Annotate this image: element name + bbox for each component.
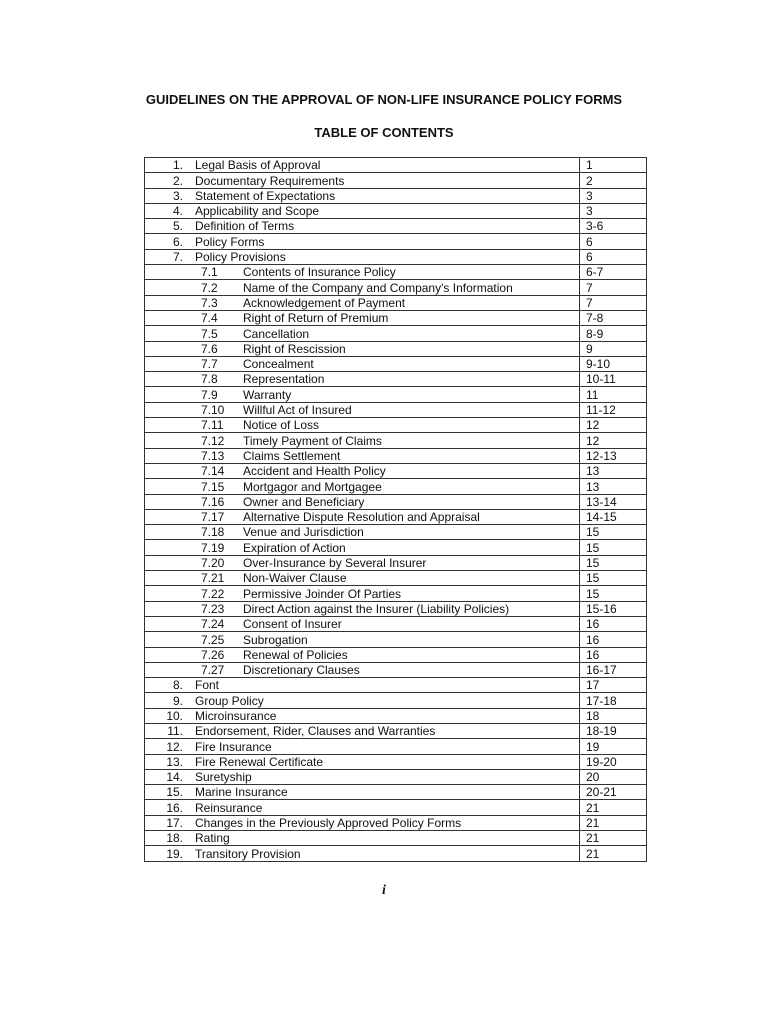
toc-entry-number: 7.26 [201,647,225,662]
toc-entry [145,678,580,693]
toc-entry-title: Applicability and Scope [195,204,320,219]
toc-entry-page: 9 [580,341,647,356]
toc-entry [145,616,580,631]
toc-row [145,387,647,402]
toc-entry-page: 21 [580,815,647,830]
toc-entry [145,739,580,754]
toc-entry [145,708,580,723]
toc-entry [145,800,580,815]
toc-entry-title: Microinsurance [195,708,277,723]
toc-entry-title: Expiration of Action [243,540,346,555]
toc-entry-page: 16 [580,616,647,631]
toc-entry [145,173,580,188]
toc-entry-page: 18-19 [580,723,647,738]
toc-entry-page: 21 [580,846,647,861]
toc-entry-number: 7.5 [201,326,218,341]
toc-entry-title: Consent of Insurer [243,617,342,632]
toc-entry-number: 7.6 [201,341,218,356]
toc-entry-page: 15 [580,586,647,601]
toc-entry [145,203,580,218]
toc-entry-title: Acknowledgement of Payment [243,295,406,310]
toc-entry-page: 6 [580,234,647,249]
toc-entry-title: Right of Return of Premium [243,311,389,326]
toc-entry-number: 7.11 [201,418,224,433]
toc-entry-title: Concealment [243,357,314,372]
toc-row [145,372,647,387]
toc-entry-page: 6 [580,249,647,264]
toc-entry-number: 13. [166,754,183,769]
toc-entry [145,540,580,555]
toc-entry-title: Suretyship [195,770,252,785]
toc-entry-title: Over-Insurance by Several Insurer [243,556,427,571]
toc-entry-number: 18. [166,831,183,846]
toc-entry [145,418,580,433]
toc-entry-number: 14. [166,770,183,785]
toc-entry-number: 5. [172,219,183,234]
toc-entry-number: 7.19 [201,540,225,555]
toc-entry-page: 7 [580,295,647,310]
toc-entry-title: Endorsement, Rider, Clauses and Warranties [195,724,436,739]
toc-row [145,586,647,601]
toc-entry [145,586,580,601]
toc-entry [145,158,580,173]
toc-entry-page: 16 [580,647,647,662]
toc-entry-page: 14-15 [580,509,647,524]
toc-entry [145,387,580,402]
toc-entry-title: Definition of Terms [195,219,295,234]
toc-entry [145,402,580,417]
toc-entry-page: 12-13 [580,448,647,463]
toc-entry [145,723,580,738]
toc-entry-page: 8-9 [580,326,647,341]
toc-entry-number: 7.1 [201,265,218,280]
toc-entry-title: Reinsurance [195,800,263,815]
toc-entry-page: 15-16 [580,601,647,616]
toc-entry-number: 9. [172,693,183,708]
toc-row [145,158,647,173]
toc-row [145,188,647,203]
toc-entry-number: 8. [172,678,183,693]
toc-entry-page: 3-6 [580,219,647,234]
toc-row [145,418,647,433]
toc-entry-page: 17 [580,678,647,693]
toc-row [145,571,647,586]
toc-entry-title: Group Policy [195,693,264,708]
toc-entry [145,632,580,647]
toc-entry [145,219,580,234]
toc-row [145,647,647,662]
toc-entry-title: Venue and Jurisdiction [243,525,364,540]
toc-entry [145,494,580,509]
toc-entry-title: Rating [195,831,230,846]
toc-entry-number: 3. [172,188,183,203]
toc-entry-page: 1 [580,158,647,173]
toc-entry-number: 19. [166,846,183,861]
toc-entry [145,234,580,249]
toc-row [145,846,647,861]
toc-row [145,310,647,325]
toc-entry-title: Claims Settlement [243,448,341,463]
toc-entry-title: Transitory Provision [195,846,301,861]
toc-entry-title: Cancellation [243,326,310,341]
toc-entry [145,815,580,830]
toc-entry-title: Name of the Company and Company's Information [243,280,513,295]
toc-row [145,280,647,295]
toc-entry-title: Mortgagor and Mortgagee [243,479,382,494]
toc-entry [145,341,580,356]
toc-entry-title: Subrogation [243,632,308,647]
toc-entry-number: 7.4 [201,311,218,326]
toc-entry-number: 7.16 [201,494,225,509]
toc-entry-title: Owner and Beneficiary [243,494,365,509]
toc-row [145,693,647,708]
toc-entry-page: 20 [580,769,647,784]
toc-entry-page: 12 [580,418,647,433]
toc-entry-page: 15 [580,540,647,555]
toc-row [145,601,647,616]
toc-entry-number: 7.21 [201,571,225,586]
toc-entry [145,769,580,784]
toc-entry-page: 12 [580,433,647,448]
toc-entry-page: 17-18 [580,693,647,708]
toc-row [145,219,647,234]
toc-row [145,402,647,417]
toc-row [145,341,647,356]
toc-entry-page: 16-17 [580,662,647,677]
toc-entry-title: Documentary Requirements [195,173,345,188]
toc-entry-number: 7.22 [201,586,225,601]
toc-entry [145,525,580,540]
toc-entry-title: Direct Action against the Insurer (Liability Policies) [243,601,510,616]
toc-row [145,815,647,830]
toc-body [145,158,647,862]
toc-entry-title: Renewal of Policies [243,647,348,662]
toc-row [145,463,647,478]
toc-entry-number: 7.23 [201,601,225,616]
toc-entry-number: 4. [172,204,183,219]
toc-entry-page: 7-8 [580,310,647,325]
toc-entry-page: 9-10 [580,356,647,371]
toc-entry-page: 13 [580,479,647,494]
toc-entry-page: 21 [580,800,647,815]
toc-entry-number: 7.24 [201,617,225,632]
toc-entry-page: 13 [580,463,647,478]
toc-entry-title: Fire Renewal Certificate [195,754,324,769]
toc-entry-title: Warranty [243,387,292,402]
toc-entry-page: 2 [580,173,647,188]
toc-entry-title: Discretionary Clauses [243,663,360,678]
toc-entry-page: 10-11 [580,372,647,387]
toc-entry [145,831,580,846]
toc-entry-title: Alternative Dispute Resolution and Appraisal [243,510,480,525]
toc-entry-page: 19-20 [580,754,647,769]
toc-row [145,800,647,815]
toc-entry-title: Policy Forms [195,234,265,249]
toc-row [145,479,647,494]
toc-heading: TABLE OF CONTENTS [314,125,454,140]
toc-entry-number: 16. [166,800,183,815]
toc-entry-number: 7.18 [201,525,225,540]
toc-entry-number: 7.10 [201,403,225,418]
toc-row [145,540,647,555]
toc-entry [145,754,580,769]
toc-row [145,326,647,341]
toc-row [145,769,647,784]
toc-row [145,785,647,800]
toc-entry-page: 16 [580,632,647,647]
toc-row [145,632,647,647]
toc-entry [145,555,580,570]
toc-entry-page: 7 [580,280,647,295]
toc-entry [145,846,580,861]
toc-row [145,831,647,846]
toc-entry-page: 15 [580,525,647,540]
toc-entry-number: 7. [172,250,183,265]
toc-row [145,708,647,723]
toc-entry [145,280,580,295]
toc-entry-title: Fire Insurance [195,739,272,754]
toc-entry-number: 7.3 [201,295,218,310]
toc-row [145,662,647,677]
toc-entry-number: 12. [166,739,183,754]
toc-entry-number: 10. [166,708,183,723]
toc-entry [145,601,580,616]
toc-entry [145,265,580,280]
toc-entry-number: 1. [172,158,183,173]
toc-row [145,234,647,249]
toc-row [145,678,647,693]
toc-entry-page: 19 [580,739,647,754]
toc-entry-title: Right of Rescission [243,341,346,356]
toc-row [145,433,647,448]
toc-row [145,739,647,754]
toc-entry [145,249,580,264]
toc-entry-page: 11-12 [580,402,647,417]
toc-row [145,265,647,280]
toc-entry-number: 7.8 [201,372,218,387]
document-title: GUIDELINES ON THE APPROVAL OF NON-LIFE INSURANCE POLICY FORMS [145,92,623,107]
toc-entry-title: Font [195,678,220,693]
toc-entry-title: Representation [243,372,325,387]
toc-entry-page: 15 [580,555,647,570]
toc-entry [145,662,580,677]
toc-entry-number: 11. [167,724,183,739]
toc-entry [145,326,580,341]
toc-entry-title: Statement of Expectations [195,188,336,203]
toc-entry-number: 7.25 [201,632,225,647]
toc-entry-title: Willful Act of Insured [243,403,352,418]
toc-entry-page: 13-14 [580,494,647,509]
toc-row [145,754,647,769]
toc-entry-number: 7.15 [201,479,225,494]
toc-entry [145,295,580,310]
toc-row [145,616,647,631]
toc-entry-page: 11 [580,387,647,402]
toc-entry-page: 3 [580,188,647,203]
toc-entry [145,571,580,586]
toc-entry-number: 7.13 [201,448,225,463]
toc-row [145,356,647,371]
toc-entry-number: 7.27 [201,663,225,678]
toc-entry [145,448,580,463]
toc-row [145,448,647,463]
toc-entry-number: 7.12 [201,433,225,448]
toc-entry-number: 15. [166,785,183,800]
toc-entry [145,356,580,371]
toc-entry [145,188,580,203]
toc-entry [145,509,580,524]
toc-entry [145,647,580,662]
toc-entry-title: Changes in the Previously Approved Policy Forms [195,816,462,831]
toc-entry [145,785,580,800]
toc-entry [145,433,580,448]
toc-entry [145,479,580,494]
toc-row [145,494,647,509]
toc-entry-number: 7.9 [201,387,218,402]
toc-row [145,509,647,524]
toc-entry-page: 15 [580,571,647,586]
page-number: i [382,883,386,898]
toc-table [144,157,647,862]
toc-entry-page: 20-21 [580,785,647,800]
toc-entry [145,310,580,325]
toc-entry-number: 7.14 [201,464,225,479]
toc-entry-number: 2. [172,173,183,188]
toc-entry-page: 6-7 [580,265,647,280]
toc-entry-page: 18 [580,708,647,723]
toc-entry-title: Marine Insurance [195,785,288,800]
toc-entry [145,463,580,478]
toc-row [145,295,647,310]
toc-entry-title: Notice of Loss [243,418,320,433]
toc-row [145,525,647,540]
toc-row [145,249,647,264]
toc-entry-number: 7.17 [201,510,225,525]
toc-entry-number: 7.2 [201,280,218,295]
toc-row [145,555,647,570]
toc-entry-title: Policy Provisions [195,250,286,265]
toc-entry-number: 17. [166,816,183,831]
toc-entry-title: Legal Basis of Approval [195,158,321,173]
toc-row [145,723,647,738]
toc-entry-page: 3 [580,203,647,218]
toc-entry-page: 21 [580,831,647,846]
toc-entry-number: 7.20 [201,556,225,571]
toc-entry-number: 7.7 [201,357,218,372]
toc-row [145,173,647,188]
toc-entry [145,693,580,708]
toc-entry-title: Contents of Insurance Policy [243,265,396,280]
toc-entry [145,372,580,387]
toc-entry-title: Timely Payment of Claims [243,433,382,448]
toc-entry-title: Non-Waiver Clause [243,571,347,586]
toc-row [145,203,647,218]
toc-entry-title: Accident and Health Policy [243,464,386,479]
toc-entry-title: Permissive Joinder Of Parties [243,586,402,601]
toc-entry-number: 6. [172,234,183,249]
